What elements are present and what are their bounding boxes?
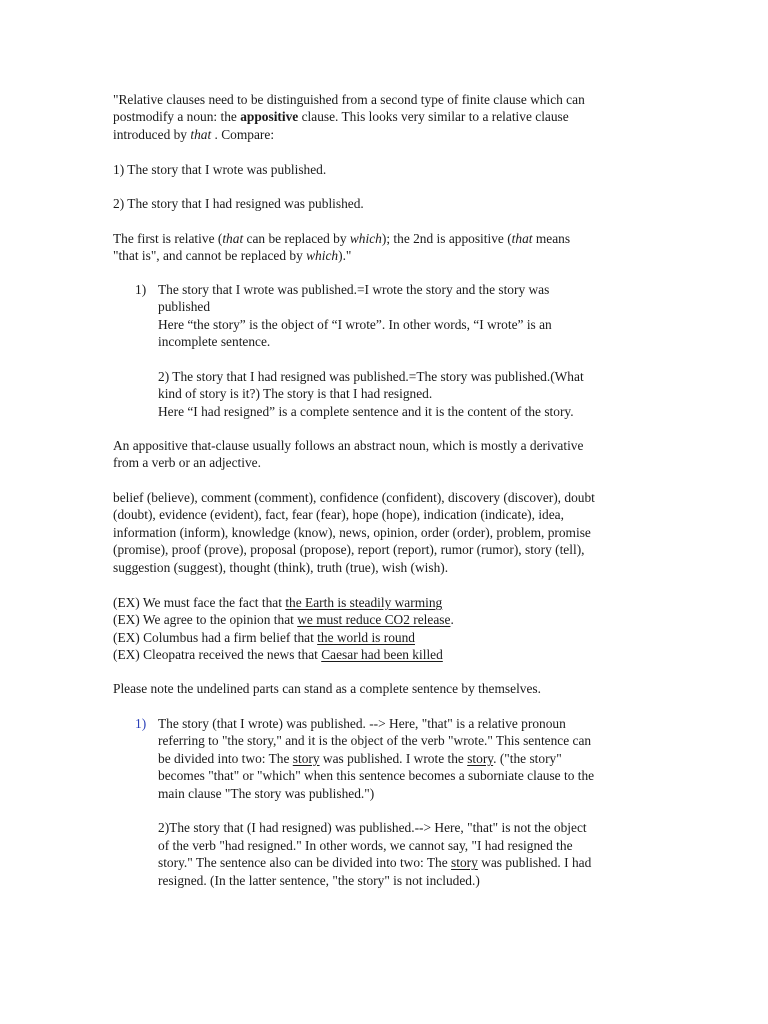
quote-line-1: "Relative clauses need to be distinguished from a second type of finite clause which can <box>113 92 585 107</box>
underlined-clause: the Earth is steadily warming <box>285 595 443 610</box>
list-number: 1) <box>135 716 147 731</box>
example-line: (EX) Columbus had a firm belief that the world is round <box>113 629 415 645</box>
example-sentence-2: 2) The story that I had resigned was published. <box>113 196 364 211</box>
underlined-clause: Caesar had been killed <box>321 647 443 663</box>
abstract-noun-list: belief (believe), comment (comment), confidence (confident), discovery (discover), doubt (doubt), evidence (evident), fact, fear (fear), hope (hope), indication (indicate), idea, information (inform), knowledge (know), news, opinion, order (order), problem, promise (promise), proof (prove), proposal (propose), report (report), rumor (rumor), story (tell), suggestion (suggest), thought (think), truth (true), wish (wish). <box>113 490 595 575</box>
appositive-term: appositive <box>240 109 299 125</box>
underline-note: Please note the undelined parts can stand as a complete sentence by themselves. <box>113 681 541 696</box>
appositive-explanation: An appositive that-clause usually follows an abstract noun, which is mostly a derivative from a verb or an adjective. <box>113 438 584 471</box>
numbered-explanation-1: 1) The story that I wrote was published.=I wrote the story and the story was published Here “the story” is the object of “I wrote”. In other words, “I wrote” is an incomplete sentence. 2) The story that I had resigned was published.=The story was published.(What kind of story is it?) The story is that I had resigned. Here “I had resigned” is a complete sentence and it is the content of the story. <box>135 282 584 419</box>
example-line: (EX) We agree to the opinion that we must reduce CO2 release. <box>113 612 454 628</box>
quote-paragraph <box>113 91 658 143</box>
quote-line-3: introduced by that . Compare: <box>113 126 275 142</box>
example-sentence-1: 1) The story that I wrote was published. <box>113 162 327 177</box>
relative-vs-appositive-note: The first is relative (that can be replaced by which); the 2nd is appositive (that means "that is", and cannot be replaced by which)." <box>113 231 571 264</box>
numbered-explanation-2: 1) The story (that I wrote) was published. --> Here, "that" is a relative pronoun referring to "the story," and it is the object of the verb "wrote." This sentence can be divided into two: The story was published. I wrote the story. ("the story" becomes "that" or "which" when this sentence becomes a suborniate clause to the main clause "The story was published.") 2)The story that (I had resigned) was published.--> Here, "that" is not the object of the verb "had resigned." In other words, we cannot say, "I had resigned the story." The sentence also can be divided into two: The story was published. I had resigned. (In the latter sentence, "the story" is not included.) <box>135 716 595 888</box>
underlined-clause: the world is round <box>317 629 415 645</box>
example-list <box>113 594 658 664</box>
quote-line-2: postmodify a noun: the appositive clause. This looks very similar to a relative clause <box>113 109 569 125</box>
example-line: (EX) We must face the fact that the Earth is steadily warming <box>113 595 443 610</box>
list-number: 1) <box>135 282 147 297</box>
underlined-clause: we must reduce CO2 release <box>297 612 451 628</box>
example-line: (EX) Cleopatra received the news that Caesar had been killed <box>113 647 443 663</box>
